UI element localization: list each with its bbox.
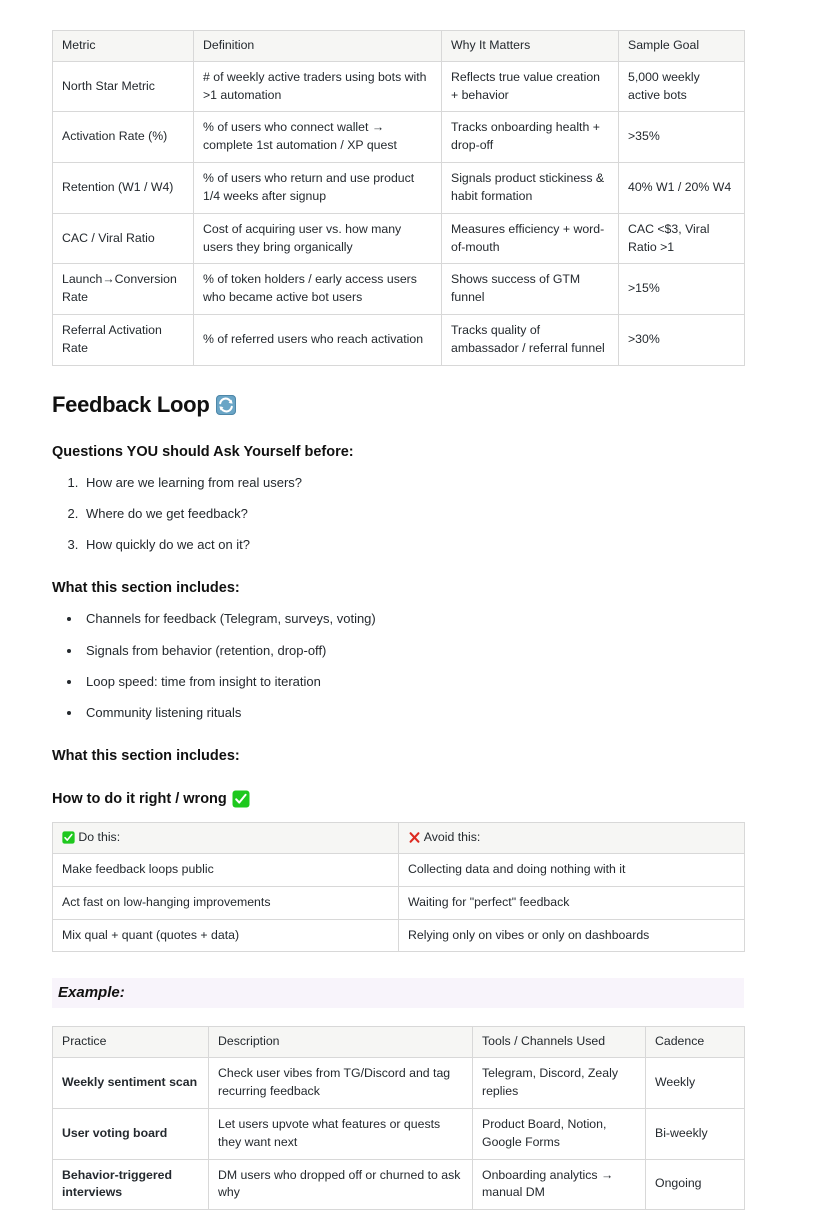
cell-goal: >15% <box>619 264 745 315</box>
table-row <box>53 112 745 163</box>
table-row <box>53 1058 745 1109</box>
table-row <box>53 1108 745 1159</box>
table-header-row <box>53 823 745 854</box>
table-row <box>53 213 745 264</box>
cell-definition: % of users who connect wallet → complete 1st automation / XP quest <box>194 112 442 163</box>
includes-heading-2-text: What this section includes: <box>52 748 240 765</box>
table-row <box>53 61 745 112</box>
cell-practice: Behavior-triggered interviews <box>53 1159 209 1210</box>
column-header-practice: Practice <box>53 1027 209 1058</box>
cell-definition: % of referred users who reach activation <box>194 315 442 366</box>
cell-metric: CAC / Viral Ratio <box>53 213 194 264</box>
cell-metric: Retention (W1 / W4) <box>53 163 194 214</box>
questions-list <box>52 474 744 555</box>
right-wrong-heading-text: How to do it right / wrong <box>52 791 227 808</box>
cell-metric: Launch→Conversion Rate <box>53 264 194 315</box>
list-item: • Community listening rituals <box>82 704 744 722</box>
do-avoid-table <box>52 822 745 952</box>
table-row <box>53 886 745 919</box>
list-item: 3. How quickly do we act on it? <box>82 536 744 554</box>
column-header-definition: Definition <box>194 31 442 62</box>
cell-why: Reflects true value creation + behavior <box>442 61 619 112</box>
table-row <box>53 163 745 214</box>
includes-list <box>52 610 744 722</box>
cell-metric: Activation Rate (%) <box>53 112 194 163</box>
column-header-sample-goal: Sample Goal <box>619 31 745 62</box>
cell-cadence: Weekly <box>646 1058 745 1109</box>
right-wrong-heading <box>52 790 744 808</box>
table-header-row <box>53 31 745 62</box>
cell-avoid: Relying only on vibes or only on dashboards <box>399 919 745 952</box>
cell-do: Mix qual + quant (quotes + data) <box>53 919 399 952</box>
includes-heading-1-text: What this section includes: <box>52 580 240 597</box>
white-check-mark-icon <box>62 831 75 844</box>
cell-avoid: Collecting data and doing nothing with it <box>399 853 745 886</box>
cell-tools: Onboarding analytics → manual DM <box>473 1159 646 1210</box>
cell-practice: User voting board <box>53 1108 209 1159</box>
column-header-do-label: Do this: <box>78 830 121 845</box>
example-banner <box>52 978 744 1008</box>
includes-heading-2 <box>52 748 744 764</box>
cell-goal: CAC <$3, Viral Ratio >1 <box>619 213 745 264</box>
cell-why: Shows success of GTM funnel <box>442 264 619 315</box>
white-check-mark-icon <box>232 790 250 808</box>
cell-description: Check user vibes from TG/Discord and tag recurring feedback <box>209 1058 473 1109</box>
page-title <box>52 392 744 418</box>
column-header-avoid <box>399 823 745 854</box>
questions-heading-text: Questions YOU should Ask Yourself before: <box>52 443 354 460</box>
table-row <box>53 1159 745 1210</box>
cell-goal: >35% <box>619 112 745 163</box>
cell-goal: 5,000 weekly active bots <box>619 61 745 112</box>
cell-goal: 40% W1 / 20% W4 <box>619 163 745 214</box>
cell-definition: % of token holders / early access users who became active bot users <box>194 264 442 315</box>
column-header-why-it-matters: Why It Matters <box>442 31 619 62</box>
cell-why: Signals product stickiness & habit formation <box>442 163 619 214</box>
cell-cadence: Bi-weekly <box>646 1108 745 1159</box>
list-item: 2. Where do we get feedback? <box>82 505 744 523</box>
column-header-description: Description <box>209 1027 473 1058</box>
cell-cadence: Ongoing <box>646 1159 745 1210</box>
cell-do: Act fast on low-hanging improvements <box>53 886 399 919</box>
cell-avoid: Waiting for "perfect" feedback <box>399 886 745 919</box>
questions-heading <box>52 444 744 460</box>
cell-practice: Weekly sentiment scan <box>53 1058 209 1109</box>
table-row <box>53 315 745 366</box>
section-title-text: Feedback Loop <box>52 391 210 417</box>
list-item: • Loop speed: time from insight to iteration <box>82 673 744 691</box>
example-practices-table <box>52 1026 745 1210</box>
cell-why: Measures efficiency + word-of-mouth <box>442 213 619 264</box>
column-header-cadence: Cadence <box>646 1027 745 1058</box>
cell-metric: North Star Metric <box>53 61 194 112</box>
cell-description: Let users upvote what features or quests they want next <box>209 1108 473 1159</box>
list-item: 1. How are we learning from real users? <box>82 474 744 492</box>
cell-why: Tracks onboarding health + drop-off <box>442 112 619 163</box>
cell-definition: # of weekly active traders using bots with >1 automation <box>194 61 442 112</box>
cell-definition: % of users who return and use product 1/4 weeks after signup <box>194 163 442 214</box>
example-banner-label: Example: <box>58 984 125 1002</box>
table-row <box>53 919 745 952</box>
list-item: • Channels for feedback (Telegram, surveys, voting) <box>82 610 744 628</box>
cell-description: DM users who dropped off or churned to ask why <box>209 1159 473 1210</box>
column-header-tools: Tools / Channels Used <box>473 1027 646 1058</box>
column-header-do <box>53 823 399 854</box>
north-star-metrics-table <box>52 30 745 366</box>
table-row <box>53 264 745 315</box>
cell-why: Tracks quality of ambassador / referral funnel <box>442 315 619 366</box>
cell-tools: Telegram, Discord, Zealy replies <box>473 1058 646 1109</box>
table-header-row <box>53 1027 745 1058</box>
table-row <box>53 853 745 886</box>
includes-heading-1 <box>52 580 744 596</box>
cross-mark-icon <box>408 831 421 844</box>
counterclockwise-arrows-loop-icon <box>215 394 237 416</box>
list-item: • Signals from behavior (retention, drop-off) <box>82 642 744 660</box>
cell-tools: Product Board, Notion, Google Forms <box>473 1108 646 1159</box>
cell-do: Make feedback loops public <box>53 853 399 886</box>
cell-metric: Referral Activation Rate <box>53 315 194 366</box>
cell-goal: >30% <box>619 315 745 366</box>
column-header-metric: Metric <box>53 31 194 62</box>
cell-definition: Cost of acquiring user vs. how many users they bring organically <box>194 213 442 264</box>
column-header-avoid-label: Avoid this: <box>423 830 481 845</box>
